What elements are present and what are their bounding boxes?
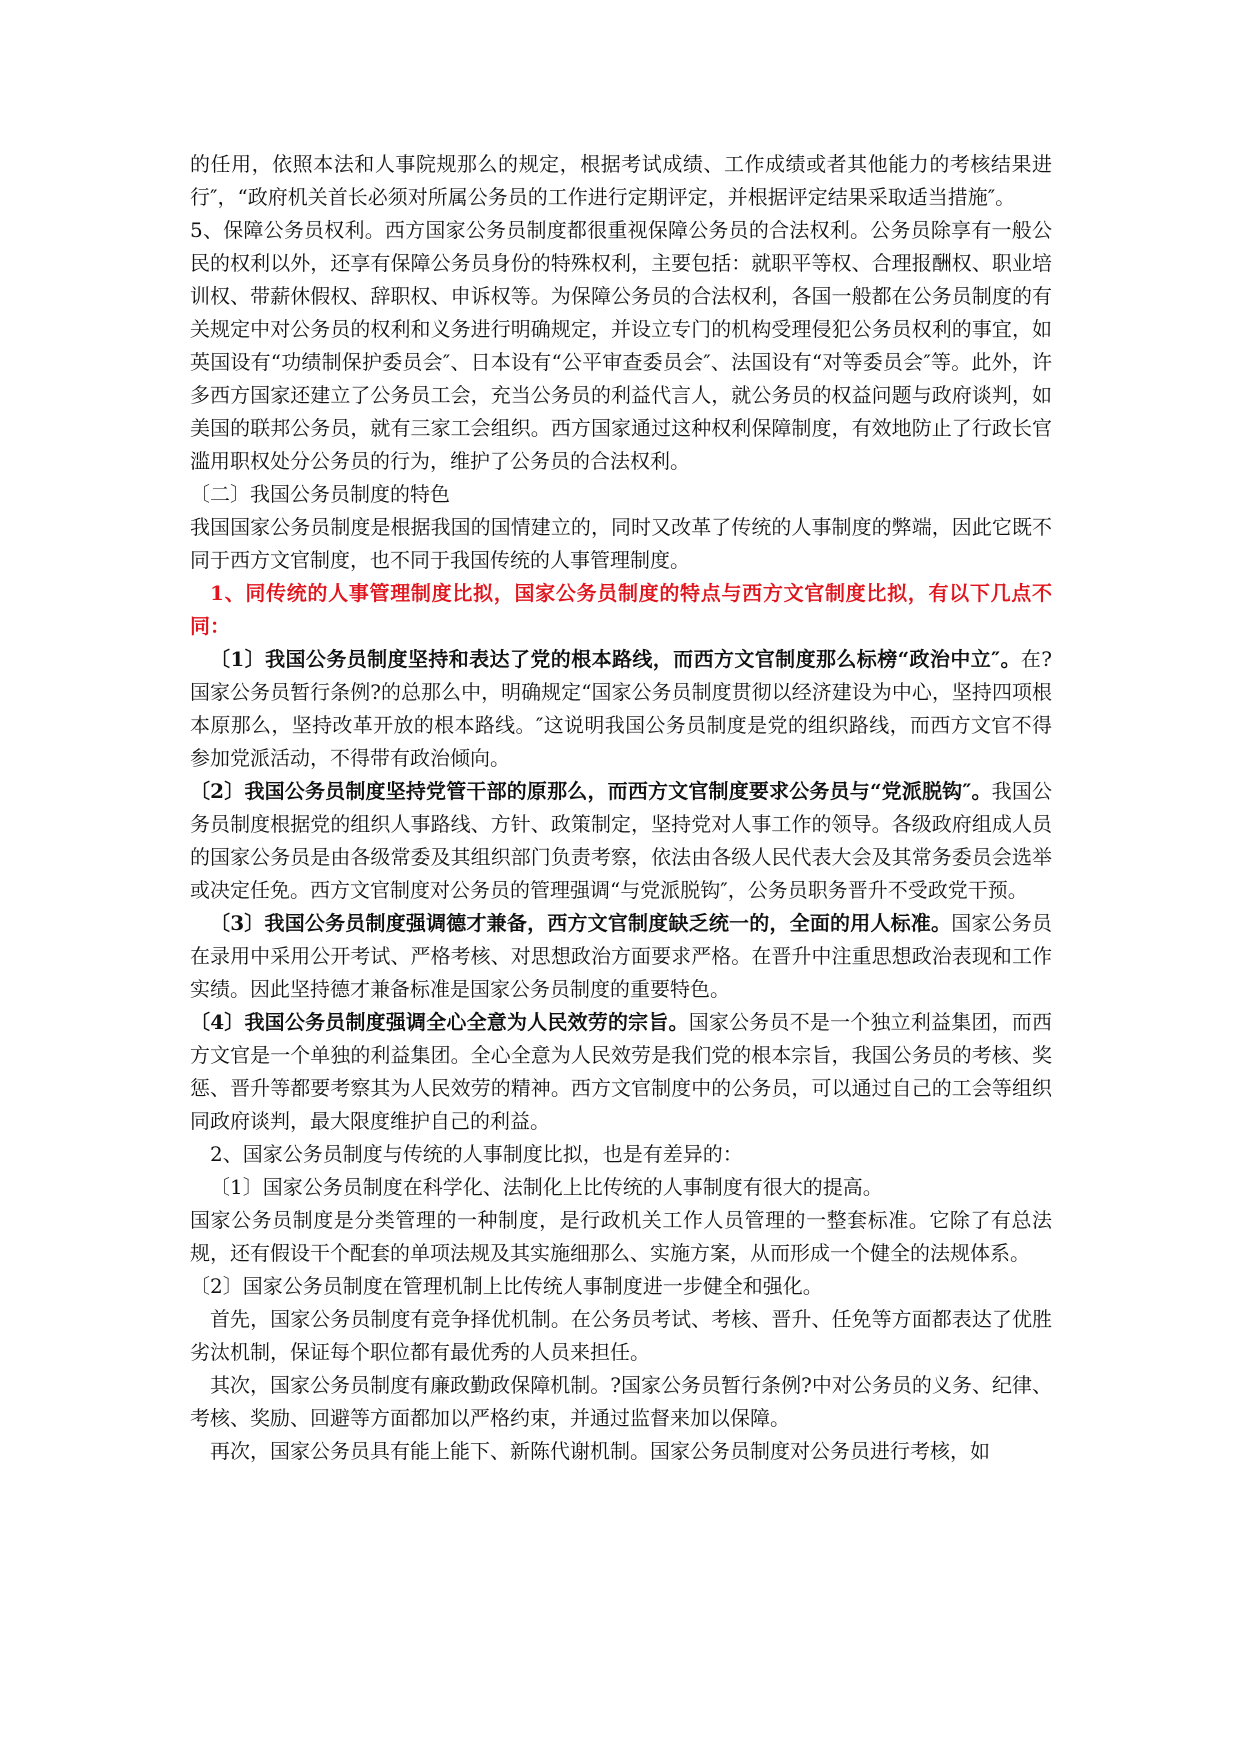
paragraph-8 (190, 907, 1052, 1006)
paragraph-6-text: 在?国家公务员暂行条例?的总那么中，明确规定“国家公务员制度贯彻以经济建设为中心，坚持四项根本原那么，坚持改革开放的根本路线。″这说明我国公务员制度是党的组织路线，而西方文官不得参加党派活动，不得带有政治倾向。 (190, 647, 1052, 770)
paragraph-6 (190, 643, 1052, 775)
paragraph-10: 2、国家公务员制度与传统的人事制度比拟，也是有差异的： (210, 1142, 743, 1166)
paragraph-4: 我国国家公务员制度是根据我国的国情建立的，同时又改革了传统的人事制度的弊端，因此它既不同于西方文官制度，也不同于我国传统的人事管理制度。 (190, 515, 1052, 572)
paragraph-9-bold: 〔4〕我国公务员制度强调全心全意为人民效劳的宗旨。 (190, 1010, 689, 1034)
paragraph-2: 5、保障公务员权利。西方国家公务员制度都很重视保障公务员的合法权利。公务员除享有一般公民的权利以外，还享有保障公务员身份的特殊权利，主要包括：就职平等权、合理报酬权、职业培训权、带薪休假权、辞职权、申诉权等。为保障公务员的合法权利，各国一般都在公务员制度的有关规定中对公务员的权利和义务进行明确规定，并设立专门的机构受理侵犯公务员权利的事宜，如英国设有“功绩制保护委员会″、日本设有“公平审查委员会″、法国设有“对等委员会″等。此外，许多西方国家还建立了公务员工会，充当公务员的利益代言人，就公务员的权益问题与政府谈判，如美国的联邦公务员，就有三家工会组织。西方国家通过这种权利保障制度，有效地防止了行政长官滥用职权处分公务员的行为，维护了公务员的合法权利。 (190, 218, 1052, 473)
paragraph-16: 再次，国家公务员具有能上能下、新陈代谢机制。国家公务员制度对公务员进行考核，如 (210, 1439, 990, 1463)
paragraph-7-bold: 〔2〕我国公务员制度坚持党管干部的原那么，而西方文官制度要求公务员与“党派脱钩″。 (190, 779, 992, 803)
paragraph-7 (190, 775, 1052, 907)
paragraph-8-text: 国家公务员在录用中采用公开考试、严格考核、对思想政治方面要求严格。在晋升中注重思想政治表现和工作实绩。因此坚持德才兼备标准是国家公务员制度的重要特色。 (190, 911, 1053, 1001)
paragraph-11: 〔1〕国家公务员制度在科学化、法制化上比传统的人事制度有很大的提高。 (210, 1175, 883, 1199)
paragraph-8-bold: 〔3〕我国公务员制度强调德才兼备，西方文官制度缺乏统一的，全面的用人标准。 (210, 911, 952, 935)
paragraph-9-text: 国家公务员不是一个独立利益集团，而西方文官是一个单独的利益集团。全心全意为人民效劳是我们党的根本宗旨，我国公务员的考核、奖惩、晋升等都要考察其为人民效劳的精神。西方文官制度中的公务员，可以通过自己的工会等组织同政府谈判，最大限度维护自己的利益。 (190, 1010, 1053, 1133)
paragraph-12: 国家公务员制度是分类管理的一种制度，是行政机关工作人员管理的一整套标准。它除了有总法规，还有假设干个配套的单项法规及其实施细那么、实施方案，从而形成一个健全的法规体系。 (190, 1208, 1052, 1265)
paragraph-15: 其次，国家公务员制度有廉政勤政保障机制。?国家公务员暂行条例?中对公务员的义务、纪律、考核、奖励、回避等方面都加以严格约束，并通过监督来加以保障。 (190, 1373, 1052, 1430)
document-page (190, 148, 1052, 1468)
paragraph-9 (190, 1006, 1052, 1138)
paragraph-14: 首先，国家公务员制度有竞争择优机制。在公务员考试、考核、晋升、任免等方面都表达了优胜劣汰机制，保证每个职位都有最优秀的人员来担任。 (190, 1307, 1052, 1364)
paragraph-7-text: 我国公务员制度根据党的组织人事路线、方针、政策制定，坚持党对人事工作的领导。各级政府组成人员的国家公务员是由各级常委及其组织部门负责考察，依法由各级人民代表大会及其常务委员会选举或决定任免。西方文官制度对公务员的管理强调“与党派脱钩″，公务员职务晋升不受政党干预。 (190, 779, 1052, 902)
section-heading: 〔二〕我国公务员制度的特色 (190, 482, 450, 506)
paragraph-1: 的任用，依照本法和人事院规那么的规定，根据考试成绩、工作成绩或者其他能力的考核结果进行″，“政府机关首长必须对所属公务员的工作进行定期评定，并根据评定结果采取适当措施″。 (190, 152, 1052, 209)
paragraph-13: 〔2〕国家公务员制度在管理机制上比传统人事制度进一步健全和强化。 (190, 1274, 823, 1298)
highlighted-heading: 1、同传统的人事管理制度比拟，国家公务员制度的特点与西方文官制度比拟，有以下几点不同： (190, 581, 1052, 638)
paragraph-6-bold: 〔1〕我国公务员制度坚持和表达了党的根本路线，而西方文官制度那么标榜“政治中立″。 (210, 647, 1021, 671)
